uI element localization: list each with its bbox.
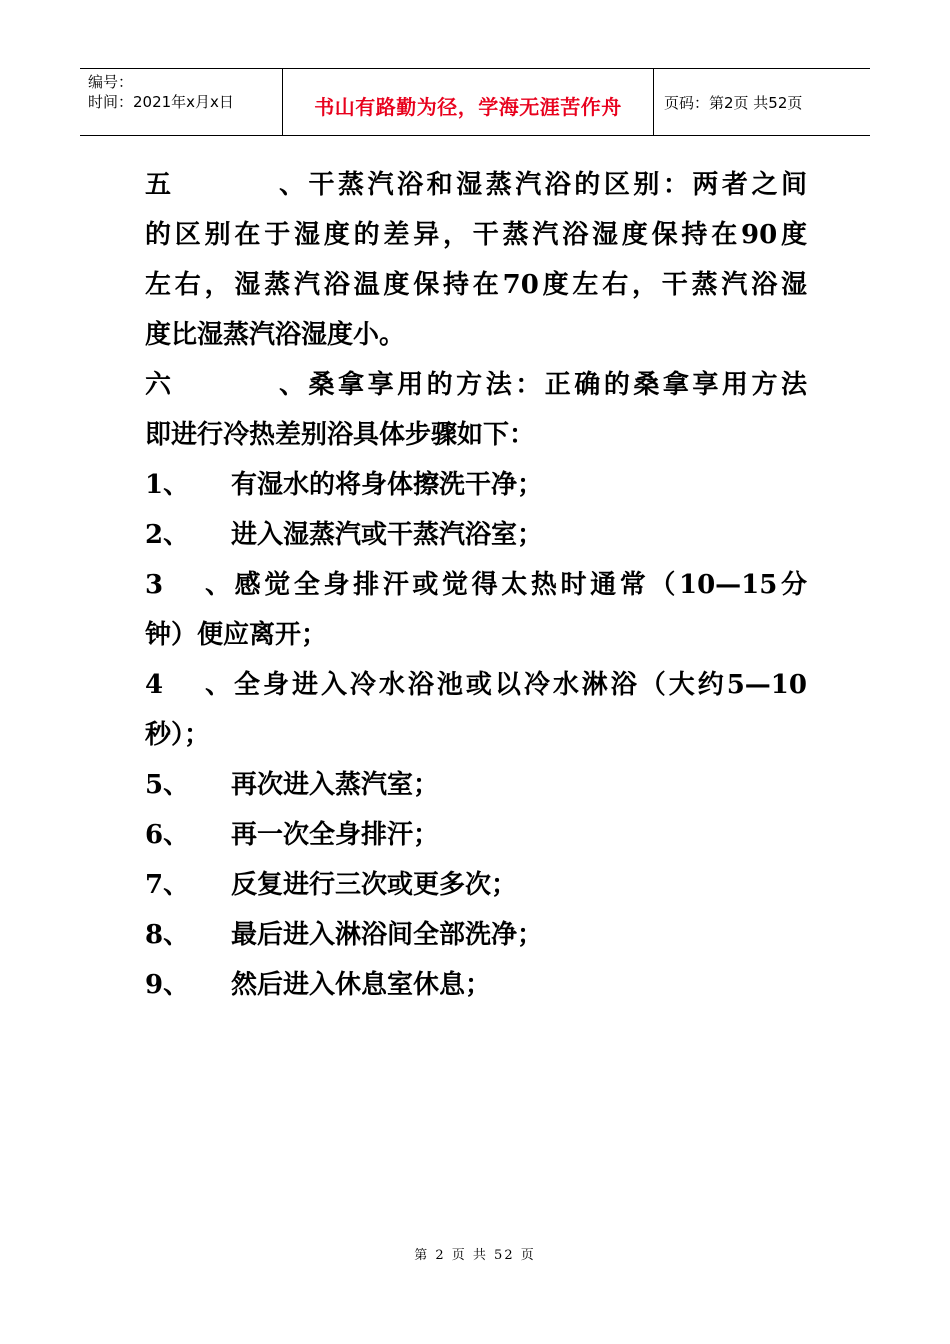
step-marker: 7、 — [145, 870, 190, 900]
step-marker: 2、 — [145, 520, 190, 550]
step-marker: 8、 — [145, 920, 190, 950]
step-4 — [145, 660, 807, 710]
section-6-text-1: 桑拿享用的方法：正确的桑拿享用方法 — [305, 370, 807, 400]
step-3-continuation: 钟）便应离开； — [145, 620, 328, 650]
motto-text: 书山有路勤为径，学海无涯苦作舟 — [314, 95, 622, 119]
step-4-continuation: 秒）； — [145, 720, 211, 750]
section-5-text-1: 干蒸汽浴和湿蒸汽浴的区别：两者之间 — [305, 170, 807, 200]
number-label: 编号： — [88, 73, 134, 91]
step-marker: 9、 — [145, 970, 190, 1000]
step-marker: 1、 — [145, 470, 190, 500]
page-footer: 第 2 页 共 52 页 — [414, 1248, 536, 1263]
header-motto-cell — [282, 69, 654, 135]
step-text: 有湿水的将身体擦洗干净； — [231, 470, 544, 500]
header-page-cell — [654, 69, 870, 135]
header-table — [80, 68, 870, 136]
document-body — [145, 160, 807, 1010]
step-text: 再次进入蒸汽室； — [231, 770, 440, 800]
step-7 — [145, 860, 807, 910]
step-marker: 3、 — [145, 570, 231, 600]
header-info-cell — [80, 69, 282, 135]
step-3 — [145, 560, 807, 610]
section-6-marker: 六、 — [145, 370, 305, 400]
section-5-line-3: 左右，湿蒸汽浴温度保持在70度左右，干蒸汽浴湿 — [145, 270, 807, 300]
page-label: 页码：第2页 共52页 — [664, 93, 803, 112]
section-6-line-2: 即进行冷热差别浴具体步骤如下： — [145, 420, 536, 450]
step-text: 再一次全身排汗； — [231, 820, 440, 850]
section-5-marker: 五、 — [145, 170, 305, 200]
step-text: 反复进行三次或更多次； — [231, 870, 518, 900]
step-text: 进入湿蒸汽或干蒸汽浴室； — [231, 520, 544, 550]
step-text: 然后进入休息室休息； — [231, 970, 492, 1000]
step-text: 感觉全身排汗或觉得太热时通常（10—15分 — [231, 570, 807, 600]
section-5-line-4: 度比湿蒸汽浴湿度小。 — [145, 320, 406, 350]
section-5-line-1 — [145, 160, 807, 210]
step-marker: 5、 — [145, 770, 190, 800]
step-5 — [145, 760, 807, 810]
step-text: 最后进入淋浴间全部洗净； — [231, 920, 544, 950]
time-label: 时间：2021年x月x日 — [88, 93, 234, 111]
section-6-line-1 — [145, 360, 807, 410]
step-marker: 6、 — [145, 820, 190, 850]
step-marker: 4、 — [145, 670, 231, 700]
step-6 — [145, 810, 807, 860]
step-8 — [145, 910, 807, 960]
step-9 — [145, 960, 807, 1010]
section-5-line-2: 的区别在于湿度的差异，干蒸汽浴湿度保持在90度 — [145, 220, 807, 250]
step-1 — [145, 460, 807, 510]
step-text: 全身进入冷水浴池或以冷水淋浴（大约5—10 — [231, 670, 807, 700]
step-2 — [145, 510, 807, 560]
